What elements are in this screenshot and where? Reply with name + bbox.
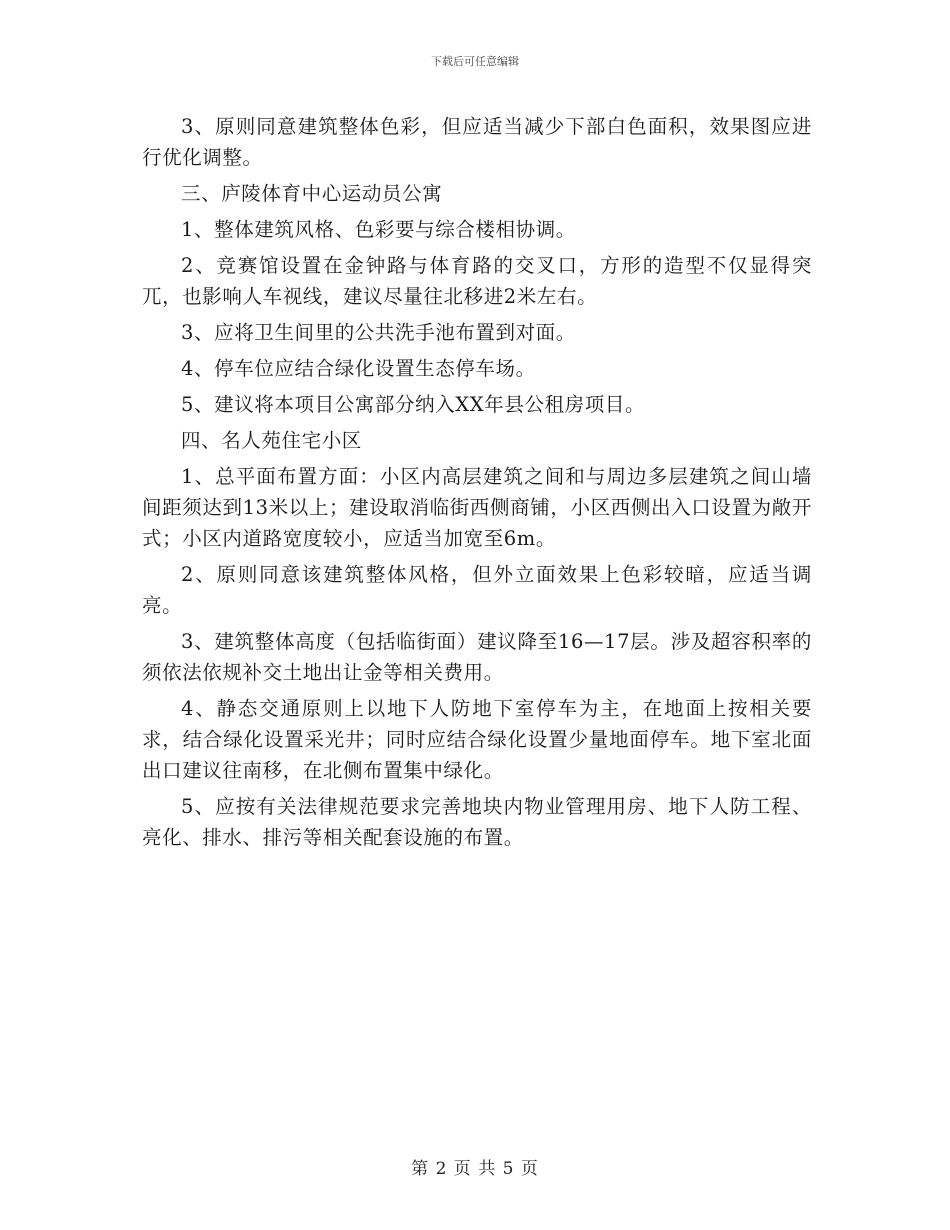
paragraph-item-2-facade: 2、原则同意该建筑整体风格，但外立面效果上色彩较暗，应适当调亮。 bbox=[142, 563, 812, 617]
paragraph-item-2-arena: 2、竞赛馆设置在金钟路与体育路的交叉口，方形的造型不仅显得突兀，也影响人车视线，建议尽量往北移进2米左右。 bbox=[142, 254, 812, 308]
document-body bbox=[142, 111, 812, 858]
paragraph-item-4-parking: 4、停车位应结合绿化设置生态停车场。 bbox=[181, 357, 536, 380]
paragraph-item-5-facilities: 5、应按有关法律规范要求完善地块内物业管理用房、地下人防工程、亮化、排水、排污等相关配套设施的布置。 bbox=[142, 795, 812, 849]
section-heading-athlete-apartment: 三、庐陵体育中心运动员公寓 bbox=[181, 182, 443, 205]
paragraph-item-4-traffic: 4、静态交通原则上以地下人防地下室停车为主，在地面上按相关要求，结合绿化设置采光井；同时应结合绿化设置少量地面停车。地下室北面出口建议往南移，在北侧布置集中绿化。 bbox=[142, 697, 812, 782]
paragraph-item-5-public-rental: 5、建议将本项目公寓部分纳入XX年县公租房项目。 bbox=[181, 393, 646, 416]
page-footer: 第 2 页 共 5 页 bbox=[411, 1159, 539, 1179]
paragraph-item-1-style: 1、整体建筑风格、色彩要与综合楼相协调。 bbox=[181, 218, 576, 241]
section-heading-residential-community: 四、名人苑住宅小区 bbox=[181, 429, 362, 452]
paragraph-item-1-site-plan: 1、总平面布置方面：小区内高层建筑之间和与周边多层建筑之间山墙间距须达到13米以上；建设取消临街西侧商铺，小区西侧出入口设置为敞开式；小区内道路宽度较小，应适当加宽至6m。 bbox=[142, 465, 812, 550]
paragraph-item-3-color: 3、原则同意建筑整体色彩，但应适当减少下部白色面积，效果图应进行优化调整。 bbox=[142, 115, 812, 169]
paragraph-item-3-washbasin: 3、应将卫生间里的公共洗手池布置到对面。 bbox=[181, 321, 576, 344]
page-header: 下载后可任意编辑 bbox=[431, 55, 519, 68]
paragraph-item-3-height: 3、建筑整体高度（包括临街面）建议降至16—17层。涉及超容积率的须依法依规补交土地出让金等相关费用。 bbox=[142, 630, 812, 684]
